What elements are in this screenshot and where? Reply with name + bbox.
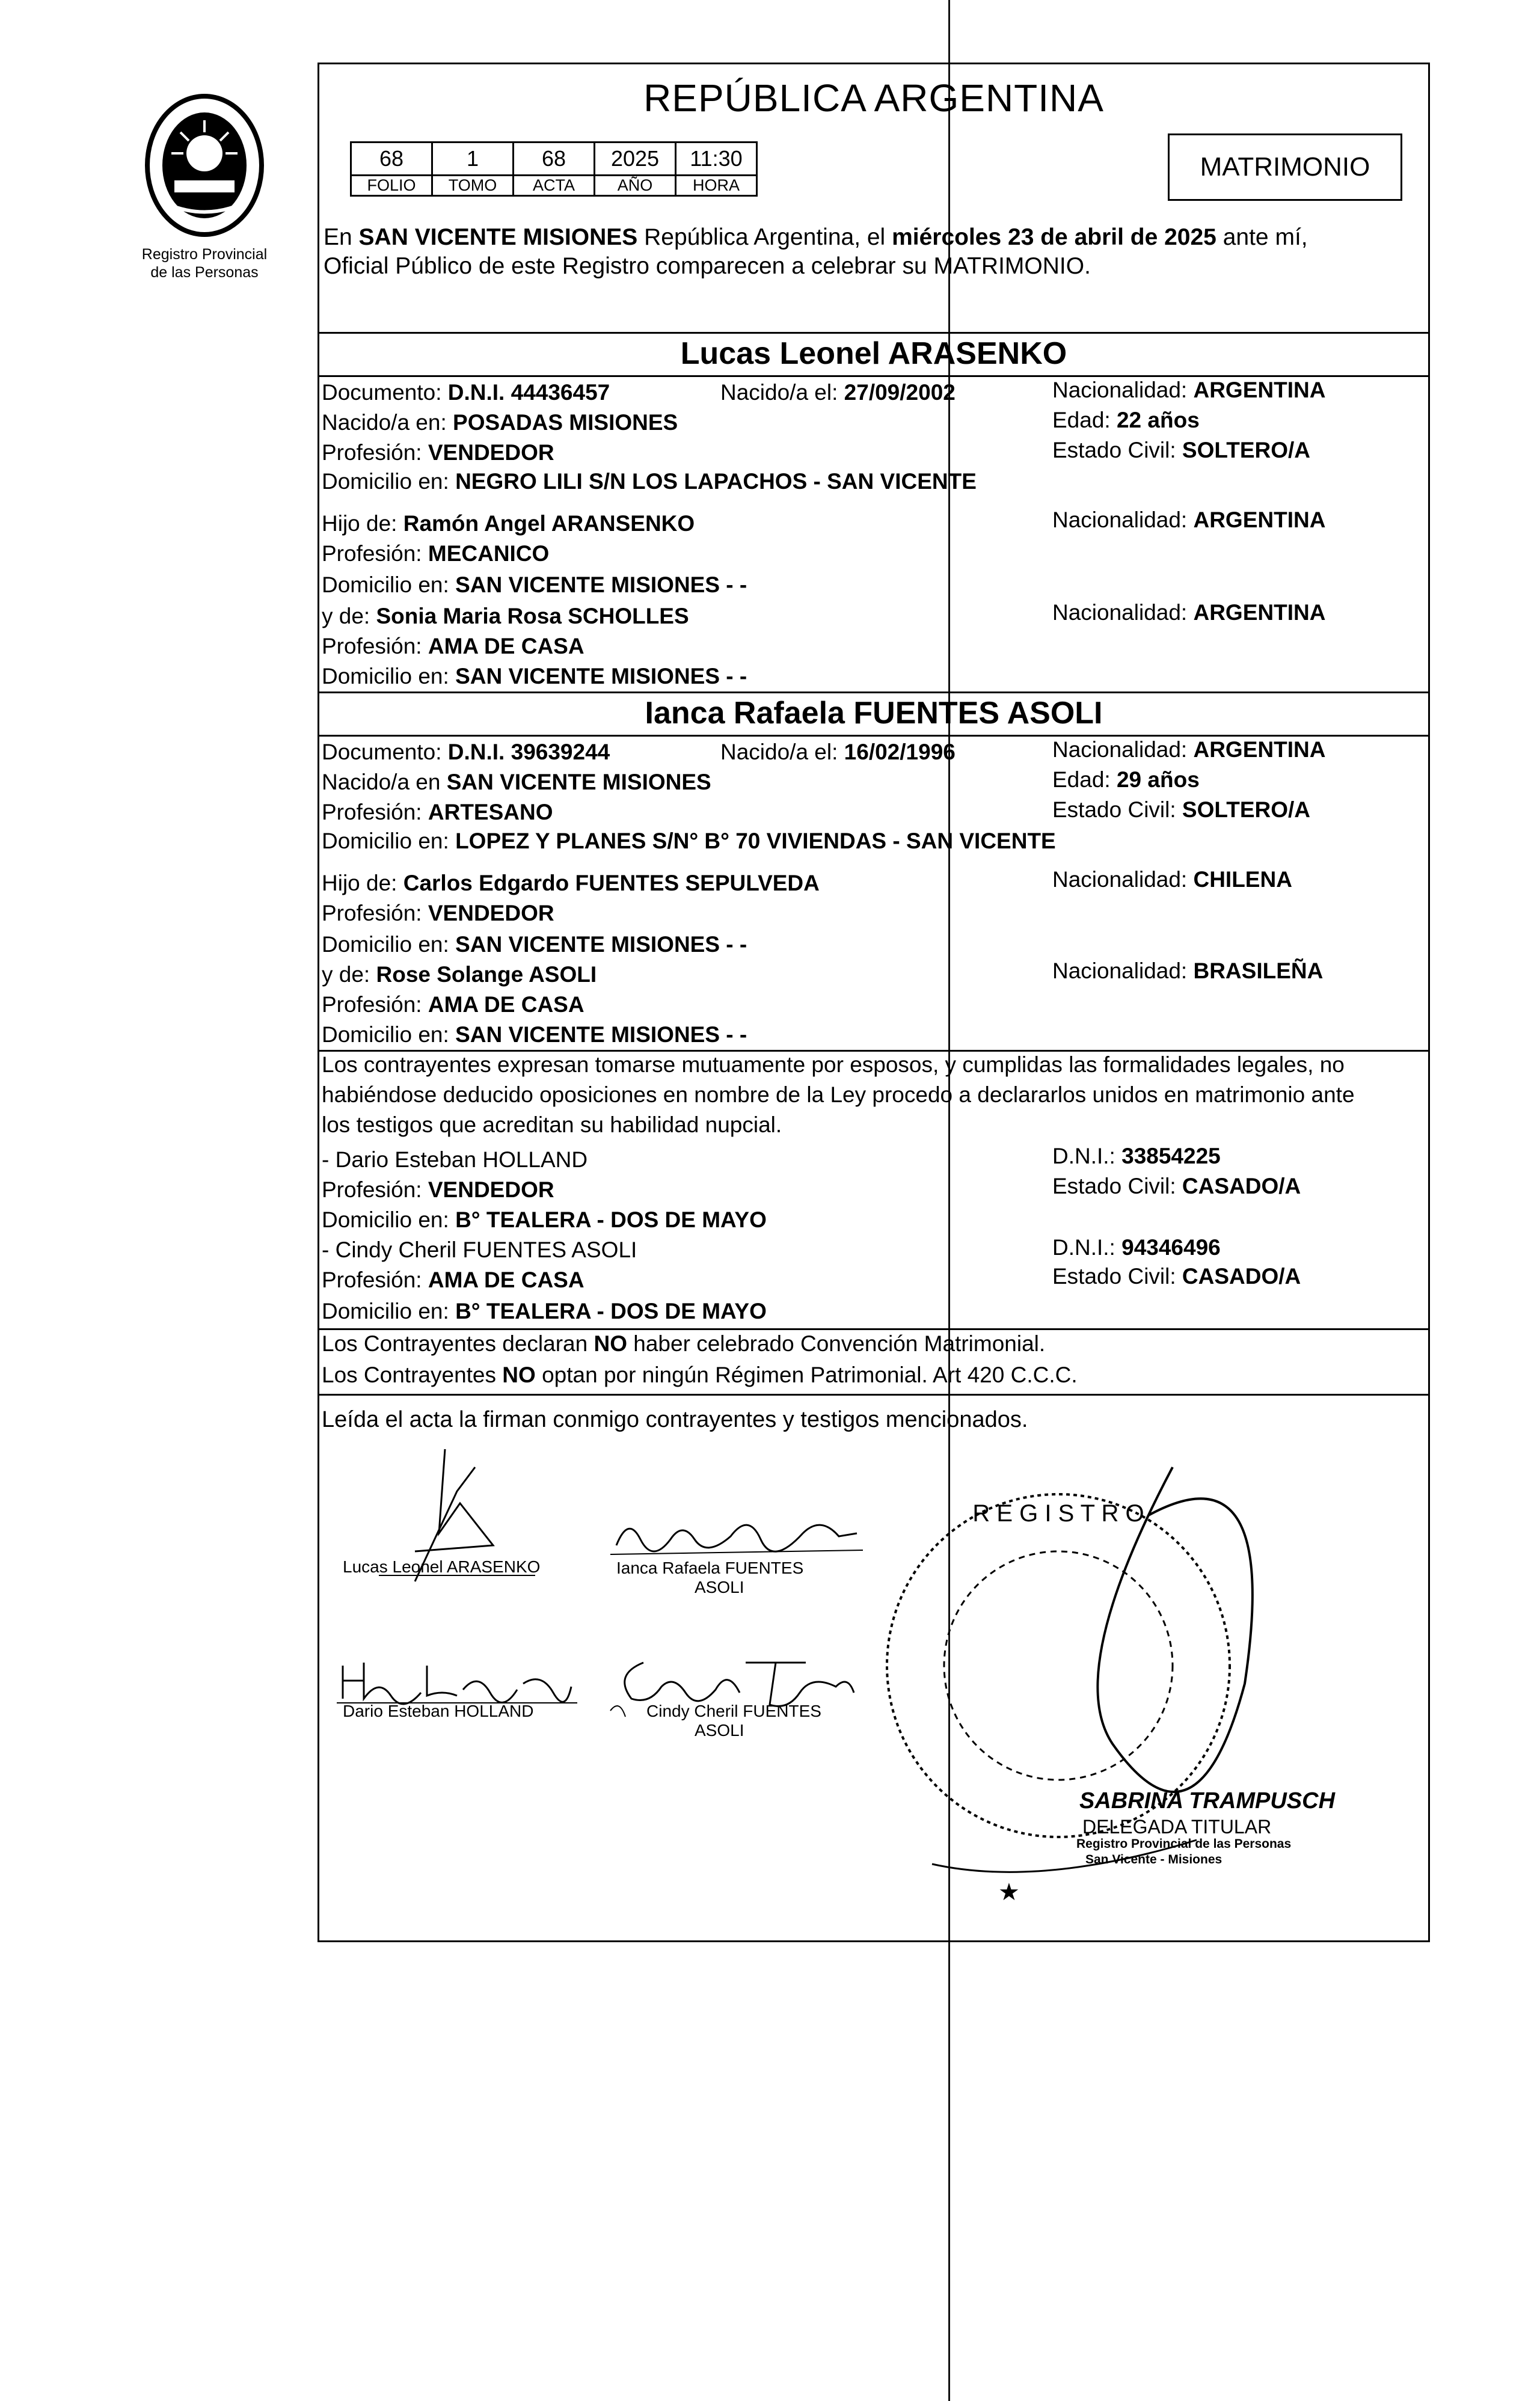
registry-logo <box>114 90 295 281</box>
official-org: Registro Provincial de las Personas <box>1076 1837 1292 1851</box>
spouse1-father-address: Domicilio en: SAN VICENTE MISIONES - - <box>322 572 747 597</box>
official-name: SABRINA TRAMPUSCH <box>1079 1788 1336 1814</box>
spouse2-birthdate: Nacido/a el: 16/02/1996 <box>720 740 956 764</box>
divider-closing <box>318 1394 1430 1396</box>
caption-line-1: Registro Provincial <box>141 246 268 263</box>
spouse2-father: Hijo de: Carlos Edgardo FUENTES SEPULVEDA <box>322 871 820 895</box>
spouse1-nationality: Nacionalidad: ARGENTINA <box>1052 378 1326 402</box>
caption-line-2: de las Personas <box>150 264 259 281</box>
acta-label: ACTA <box>514 176 595 196</box>
signature-caption-spouse2-line2: ASOLI <box>695 1578 744 1596</box>
witness1-civil-status: Estado Civil: CASADO/A <box>1052 1174 1301 1198</box>
declaration-line-1: Los contrayentes expresan tomarse mutuamente por esposos, y cumplidas las formalidades legales, no <box>322 1052 1345 1077</box>
witness2-address: Domicilio en: B° TEALERA - DOS DE MAYO <box>322 1299 767 1323</box>
acta-value: 68 <box>514 143 595 176</box>
spouse1-father-nationality: Nacionalidad: ARGENTINA <box>1052 507 1326 532</box>
signature-spouse2 <box>604 1503 869 1563</box>
regime-line-2: Los Contrayentes NO optan por ningún Régimen Patrimonial. Art 420 C.C.C. <box>322 1363 1078 1387</box>
country-title: REPÚBLICA ARGENTINA <box>643 76 1104 120</box>
declaration-line-3: los testigos que acreditan su habilidad nupcial. <box>322 1112 782 1137</box>
spouse1-mother-profession: Profesión: AMA DE CASA <box>322 634 584 658</box>
spouse2-age: Edad: 29 años <box>1052 767 1200 792</box>
spouse2-address: Domicilio en: LOPEZ Y PLANES S/N° B° 70 VIVIENDAS - SAN VICENTE <box>322 829 1056 853</box>
signature-witness1 <box>337 1654 577 1708</box>
spouse1-father-profession: Profesión: MECANICO <box>322 541 550 566</box>
spouse1-address: Domicilio en: NEGRO LILI S/N LOS LAPACHOS - SAN VICENTE <box>322 469 977 494</box>
official-place: San Vicente - Misiones <box>1085 1853 1222 1866</box>
spouse2-father-profession: Profesión: VENDEDOR <box>322 901 554 925</box>
signature-caption-spouse2-line1: Ianca Rafaela FUENTES <box>616 1559 804 1577</box>
folio-label: FOLIO <box>351 176 432 196</box>
intro-line-1: En SAN VICENTE MISIONES República Argentina, el miércoles 23 de abril de 2025 ante mí, <box>324 224 1308 250</box>
spouse2-name: Ianca Rafaela FUENTES ASOLI <box>645 696 1103 731</box>
signature-caption-witness1: Dario Esteban HOLLAND <box>343 1702 534 1720</box>
intro-line-2: Oficial Público de este Registro comparecen a celebrar su MATRIMONIO. <box>324 253 1091 279</box>
record-index-table <box>350 141 758 197</box>
spouse2-nationality: Nacionalidad: ARGENTINA <box>1052 737 1326 762</box>
spouse1-document: Documento: D.N.I. 44436457 <box>322 380 610 405</box>
signature-caption-spouse1: Lucas Leonel ARASENKO <box>343 1557 541 1576</box>
spouse1-mother-address: Domicilio en: SAN VICENTE MISIONES - - <box>322 664 747 688</box>
divider-spouse1 <box>318 332 1430 334</box>
tomo-label: TOMO <box>432 176 514 196</box>
province-seal-icon <box>138 90 271 241</box>
witness2-civil-status: Estado Civil: CASADO/A <box>1052 1264 1301 1289</box>
closing-statement: Leída el acta la firman conmigo contrayentes y testigos mencionados. <box>322 1407 1028 1432</box>
spouse1-birthplace: Nacido/a en: POSADAS MISIONES <box>322 410 678 435</box>
spouse2-birthplace: Nacido/a en SAN VICENTE MISIONES <box>322 770 711 794</box>
signature-caption-witness2-line1: Cindy Cheril FUENTES <box>646 1702 821 1720</box>
spouse1-mother: y de: Sonia Maria Rosa SCHOLLES <box>322 604 689 628</box>
witness1-dni: D.N.I.: 33854225 <box>1052 1144 1221 1168</box>
witness1-profession: Profesión: VENDEDOR <box>322 1177 554 1202</box>
spouse2-document: Documento: D.N.I. 39639244 <box>322 740 610 764</box>
seal-ring-text: R E G I S T R O <box>972 1500 1144 1527</box>
spouse1-mother-nationality: Nacionalidad: ARGENTINA <box>1052 600 1326 625</box>
spouse2-mother-address: Domicilio en: SAN VICENTE MISIONES - - <box>322 1022 747 1047</box>
registry-caption <box>114 245 295 281</box>
spouse2-civil-status: Estado Civil: SOLTERO/A <box>1052 797 1311 822</box>
spouse2-mother-nationality: Nacionalidad: BRASILEÑA <box>1052 958 1324 983</box>
seal-star-icon: ★ <box>998 1879 1020 1906</box>
spouse2-father-address: Domicilio en: SAN VICENTE MISIONES - - <box>322 932 747 957</box>
spouse1-civil-status: Estado Civil: SOLTERO/A <box>1052 438 1311 462</box>
witness2-profession: Profesión: AMA DE CASA <box>322 1268 584 1292</box>
witness1-name: - Dario Esteban HOLLAND <box>322 1147 588 1172</box>
spouse1-age: Edad: 22 años <box>1052 408 1200 432</box>
anio-label: AÑO <box>595 176 676 196</box>
spouse1-name: Lucas Leonel ARASENKO <box>680 336 1067 371</box>
spouse2-father-nationality: Nacionalidad: CHILENA <box>1052 867 1292 892</box>
spouse2-profession: Profesión: ARTESANO <box>322 800 553 824</box>
hora-value: 11:30 <box>676 143 757 176</box>
anio-value: 2025 <box>595 143 676 176</box>
divider-spouse2 <box>318 691 1430 693</box>
regime-line-1: Los Contrayentes declaran NO haber celebrado Convención Matrimonial. <box>322 1331 1046 1356</box>
witness1-address: Domicilio en: B° TEALERA - DOS DE MAYO <box>322 1207 767 1232</box>
spouse2-mother: y de: Rose Solange ASOLI <box>322 962 597 987</box>
tomo-value: 1 <box>432 143 514 176</box>
folio-value: 68 <box>351 143 432 176</box>
witness2-name: - Cindy Cheril FUENTES ASOLI <box>322 1237 637 1262</box>
spouse1-father: Hijo de: Ramón Angel ARANSENKO <box>322 511 695 536</box>
spouse1-birthdate: Nacido/a el: 27/09/2002 <box>720 380 956 405</box>
official-title: DELEGADA TITULAR <box>1082 1816 1272 1838</box>
record-type-box: MATRIMONIO <box>1168 133 1402 201</box>
declaration-line-2: habiéndose deducido oposiciones en nombre de la Ley procedo a declararlos unidos en matrimonio ante <box>322 1082 1355 1107</box>
spouse1-profession: Profesión: VENDEDOR <box>322 440 554 465</box>
witness2-dni: D.N.I.: 94346496 <box>1052 1235 1221 1260</box>
hora-label: HORA <box>676 176 757 196</box>
signature-caption-witness2-line2: ASOLI <box>695 1721 744 1740</box>
spouse2-mother-profession: Profesión: AMA DE CASA <box>322 992 584 1017</box>
